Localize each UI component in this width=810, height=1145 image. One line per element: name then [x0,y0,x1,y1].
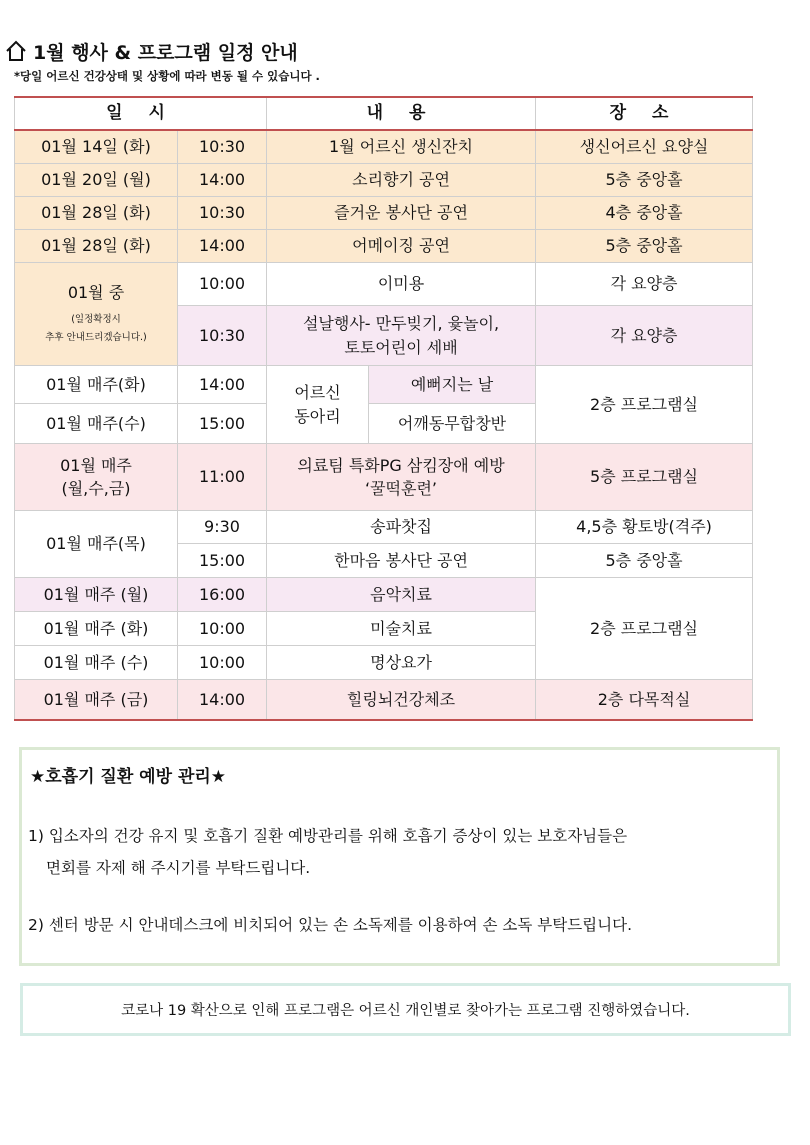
date-cell: 01월 매주(목) [15,511,178,578]
content-line: 의료팀 특화PG 삼킴장애 예방 [297,455,505,475]
place-cell: 생신어르신 요양실 [536,130,753,164]
time-cell: 10:30 [178,306,267,366]
date-cell: 01월 매주 (월) [15,578,178,612]
time-cell: 15:00 [178,544,267,578]
content-cell [267,306,536,366]
content-cell: 송파찻집 [267,511,536,544]
notice-line: 1) 입소자의 건강 유지 및 호흡기 질환 예방관리를 위해 호흡기 증상이 있는 보호자님들은 [28,827,628,845]
table-row [15,578,753,612]
content-cell: 명상요가 [267,646,536,680]
place-cell: 5층 중앙홀 [536,544,753,578]
schedule-table [14,96,753,721]
time-cell: 10:30 [178,197,267,230]
content-cell: 음악치료 [267,578,536,612]
home-icon [5,40,27,62]
date-cell: 01월 매주 (수) [15,646,178,680]
footer-note: 코로나 19 확산으로 인해 프로그램은 어르신 개인별로 찾아가는 프로그램 진행하였습니다. [20,983,791,1036]
table-row [15,130,753,164]
content-cell: 한마음 봉사단 공연 [267,544,536,578]
table-header-row [15,97,753,130]
club-label-cell [267,366,369,444]
time-cell: 16:00 [178,578,267,612]
date-cell: 01월 28일 (화) [15,197,178,230]
date-cell: 01월 매주(화) [15,366,178,404]
notice-box [19,747,780,966]
place-cell: 5층 중앙홀 [536,230,753,263]
date-line: (월,수,금) [61,479,131,498]
place-cell: 4층 중앙홀 [536,197,753,230]
club-label: 어르신 [294,383,341,403]
subtitle: *당일 어르신 건강상태 및 상황에 따라 변동 될 수 있습니다 . [14,69,320,83]
header-datetime: 일 시 [15,97,267,130]
time-cell: 14:00 [178,230,267,263]
time-cell: 14:00 [178,366,267,404]
date-cell [15,263,178,366]
page-title [5,36,298,66]
content-line: ‘꿀떡훈련’ [365,479,438,498]
club-label: 동아리 [294,406,341,426]
table-row [15,230,753,263]
date-cell: 01월 14일 (화) [15,130,178,164]
content-cell: 힐링뇌건강체조 [267,680,536,720]
table-row [15,366,753,404]
table-row [15,164,753,197]
content-line: 설날행사- 만두빚기, 윷놀이, [302,314,500,334]
place-cell: 2층 프로그램실 [536,578,753,680]
notice-title: ★호흡기 질환 예방 관리★ [30,767,227,787]
place-cell: 2층 다목적실 [536,680,753,720]
time-cell: 11:00 [178,444,267,511]
place-cell: 각 요양층 [536,263,753,306]
content-cell: 미술치료 [267,612,536,646]
place-cell: 5층 중앙홀 [536,164,753,197]
time-cell: 10:00 [178,612,267,646]
notice-line: 면회를 자제 해 주시기를 부탁드립니다. [46,859,311,877]
notice-item-2: 2) 센터 방문 시 안내데스크에 비치되어 있는 손 소독제를 이용하여 손 소독 부탁드립니다. [28,916,633,934]
date-text: 01월 중 [67,283,125,303]
date-note: (일정확정시 [71,313,121,325]
place-cell: 각 요양층 [536,306,753,366]
header-content: 내 용 [267,97,536,130]
content-cell: 이미용 [267,263,536,306]
table-row [15,197,753,230]
date-cell [15,444,178,511]
place-cell: 4,5층 황토방(격주) [536,511,753,544]
content-cell [267,444,536,511]
title-text: 1월 행사 & 프로그램 일정 안내 [33,41,298,64]
content-cell: 즐거운 봉사단 공연 [267,197,536,230]
time-cell: 10:30 [178,130,267,164]
table-row [15,444,753,511]
table-row [15,263,753,306]
content-line: 토토어린이 세배 [344,337,458,357]
date-cell: 01월 매주 (화) [15,612,178,646]
time-cell: 14:00 [178,164,267,197]
place-cell: 2층 프로그램실 [536,366,753,444]
date-note: 추후 안내드리겠습니다.) [45,331,147,343]
date-cell: 01월 28일 (화) [15,230,178,263]
place-cell: 5층 프로그램실 [536,444,753,511]
date-cell: 01월 매주 (금) [15,680,178,720]
time-cell: 15:00 [178,404,267,444]
table-row [15,680,753,720]
table-row [15,511,753,544]
content-cell: 예뻐지는 날 [369,366,536,404]
content-cell: 소리향기 공연 [267,164,536,197]
content-cell: 1월 어르신 생신잔치 [267,130,536,164]
time-cell: 10:00 [178,646,267,680]
content-cell: 어메이징 공연 [267,230,536,263]
date-line: 01월 매주 [60,455,132,475]
date-cell: 01월 매주(수) [15,404,178,444]
time-cell: 14:00 [178,680,267,720]
time-cell: 10:00 [178,263,267,306]
notice-item-1 [28,820,773,884]
time-cell: 9:30 [178,511,267,544]
date-cell: 01월 20일 (월) [15,164,178,197]
header-place: 장 소 [536,97,753,130]
content-cell: 어깨동무합창반 [369,404,536,444]
